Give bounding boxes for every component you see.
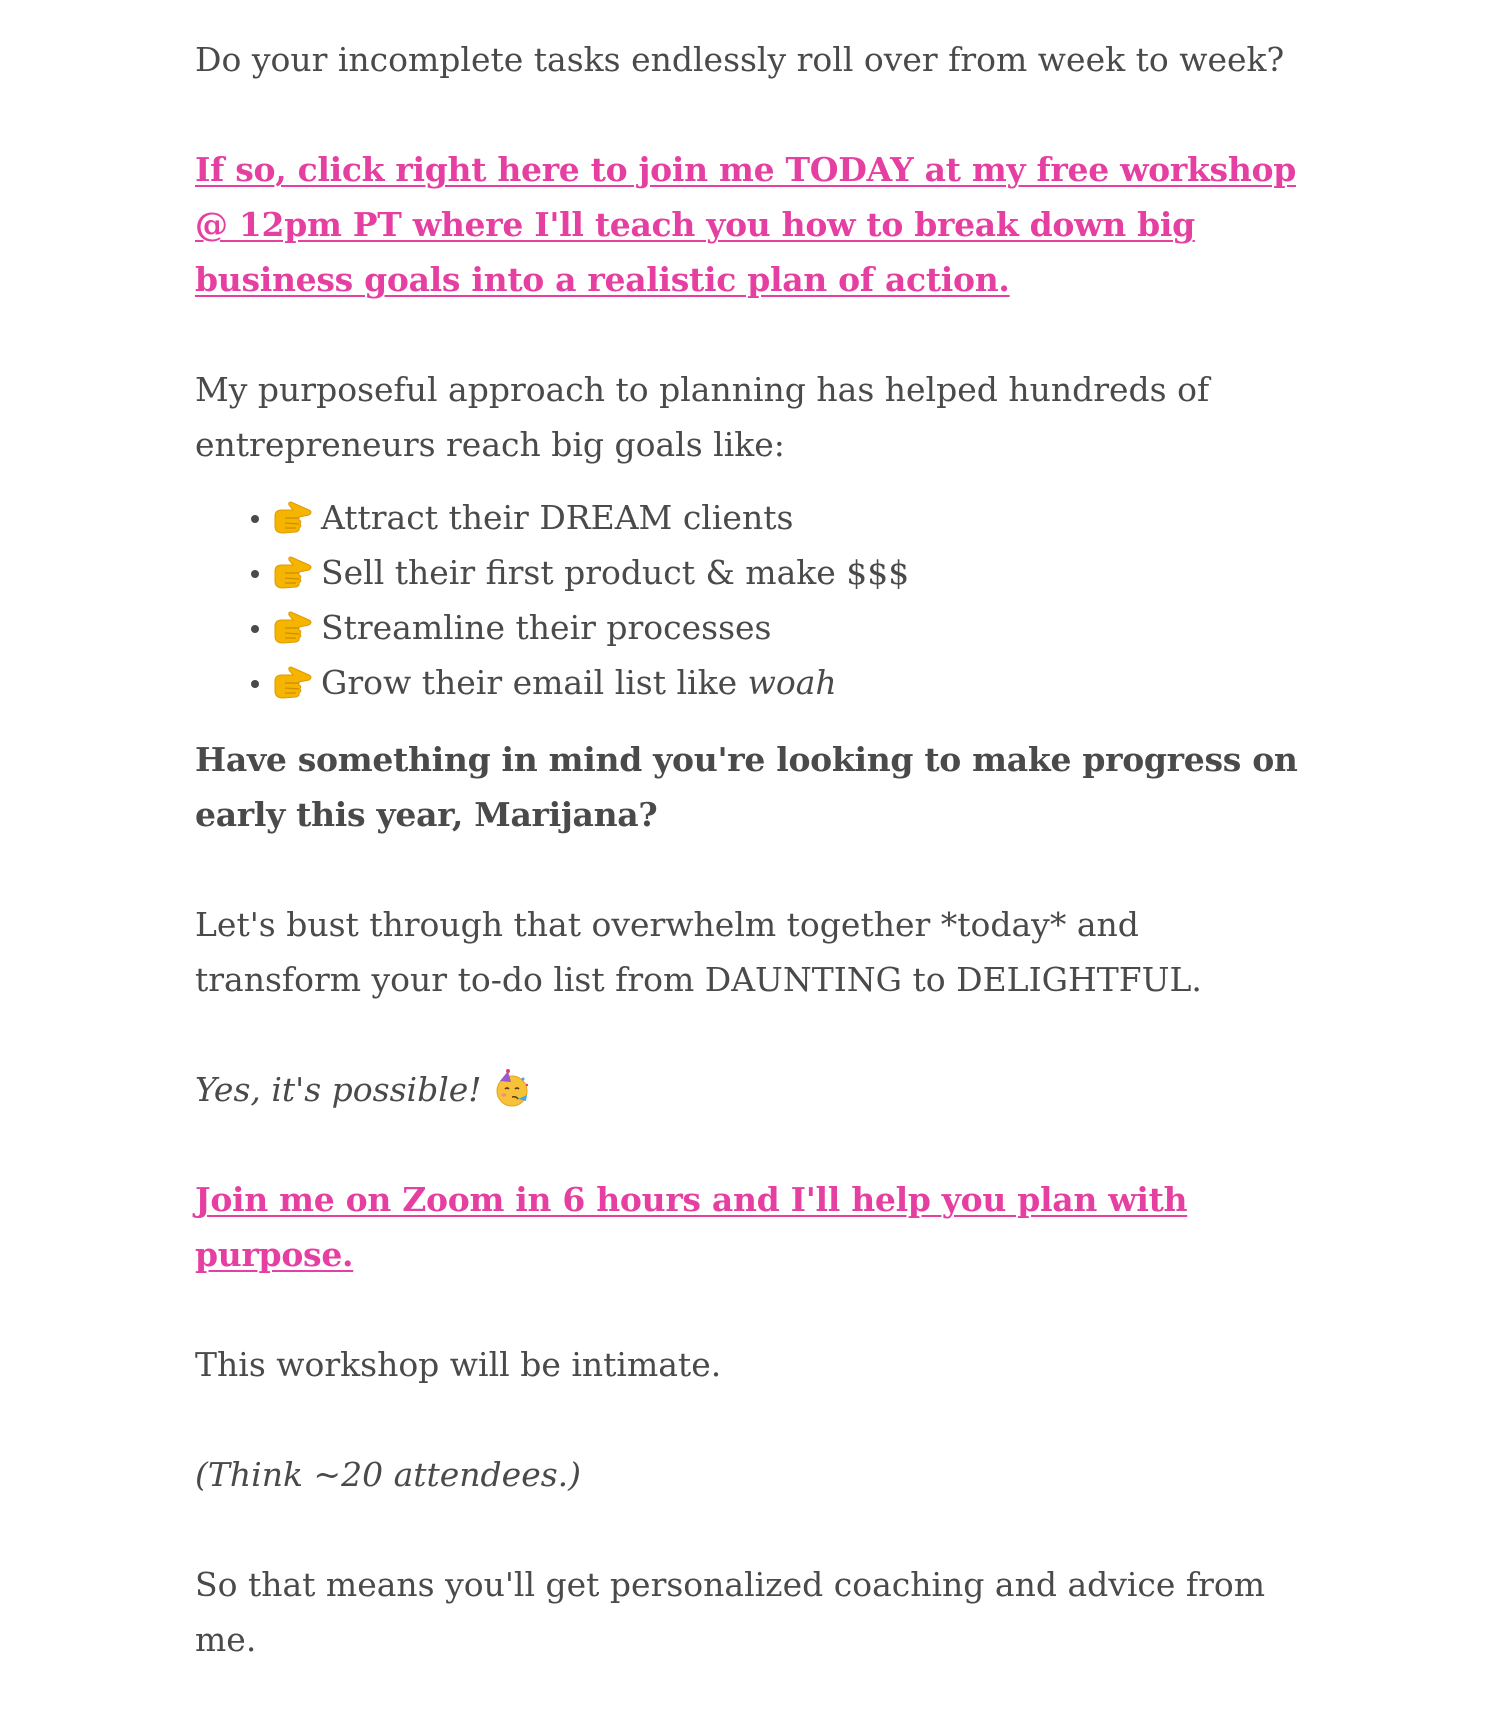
goals-list — [195, 490, 1305, 710]
bold-question: Have something in mind you're looking to make progress on early this year, Marijana? — [195, 740, 1298, 834]
intimate-text: This workshop will be intimate. — [195, 1345, 722, 1384]
intro-question: Do your incomplete tasks endlessly roll over from week to week? — [195, 40, 1285, 79]
zoom-paragraph — [195, 1172, 1305, 1282]
goal-emphasis: woah — [747, 663, 837, 702]
pointing-hand-icon — [269, 608, 315, 648]
approach-text: My purposeful approach to planning has helped hundreds of entrepreneurs reach big goals like: — [195, 370, 1210, 464]
zoom-link[interactable]: Join me on Zoom in 6 hours and I'll help you plan with purpose. — [195, 1180, 1188, 1274]
possible-text: Yes, it's possible! — [195, 1070, 482, 1109]
pointing-hand-icon — [269, 553, 315, 593]
list-item — [269, 545, 1305, 600]
goal-text: Streamline their processes — [321, 608, 772, 647]
attendees-text: (Think ~20 attendees.) — [195, 1455, 582, 1494]
bust-text: Let's bust through that overwhelm together *today* and transform your to-do list from DAUNTING to DELIGHTFUL. — [195, 905, 1202, 999]
pointing-hand-icon — [269, 663, 315, 703]
goal-text: Grow their email list like woah — [321, 663, 837, 702]
possible-paragraph — [195, 1062, 1305, 1117]
workshop-link[interactable]: If so, click right here to join me TODAY at my free workshop @ 12pm PT where I'll teach you how to break down big business goals into a realistic plan of action. — [195, 150, 1297, 299]
coaching-text: So that means you'll get personalized coaching and advice from me. — [195, 1565, 1266, 1659]
goal-text: Sell their first product & make $$$ — [321, 553, 910, 592]
workshop-paragraph — [195, 142, 1305, 307]
list-item — [269, 600, 1305, 655]
email-body — [195, 0, 1305, 1667]
pointing-hand-icon — [269, 498, 315, 538]
goal-text: Attract their DREAM clients — [321, 498, 794, 537]
party-face-icon — [492, 1069, 532, 1109]
list-item — [269, 655, 1305, 710]
list-item — [269, 490, 1305, 545]
